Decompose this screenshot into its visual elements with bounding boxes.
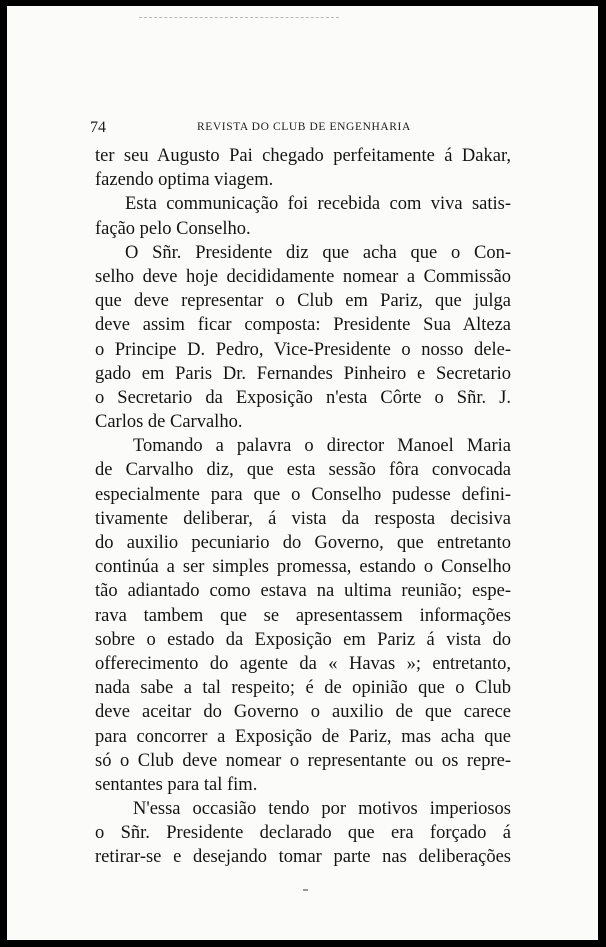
text-line: rava tambem que se apresentassem informações (95, 605, 511, 626)
page-header (7, 119, 598, 139)
text-line: o Sñr. Presidente declarado que era forçado á (95, 823, 511, 844)
text-line: tivamente deliberar, á vista da resposta decisiva (95, 508, 511, 529)
text-line: só o Club deve nomear o representante ou os repre- (95, 750, 511, 771)
text-line: nada sabe a tal respeito; é de opinião que o Club (95, 678, 511, 699)
page-number: 74 (90, 119, 106, 136)
text-line: continúa a ser simples promessa, estando o Conselho (95, 557, 511, 578)
text-line: para concorrer a Exposição de Pariz, mas acha que (95, 726, 511, 747)
text-line: o Secretario da Exposição n'esta Côrte o Sñr. J. (95, 387, 511, 408)
text-line: offerecimento do agente da « Havas »; entretanto, (95, 653, 511, 674)
text-line: Esta communicação foi recebida com viva satis- (125, 194, 511, 215)
scan-artifact (303, 889, 308, 891)
text-line: O Sñr. Presidente diz que acha que o Con- (125, 242, 511, 263)
text-line: especialmente para que o Conselho pudesse defini- (95, 484, 511, 505)
text-line: fação pelo Conselho. (95, 218, 251, 239)
text-line: tão adiantado como estava na ultima reunião; espe- (95, 581, 511, 602)
text-line: de Carvalho diz, que esta sessão fôra convocada (95, 460, 511, 481)
text-line: deve aceitar do Governo o auxilio de que carece (95, 702, 511, 723)
text-line: o Principe D. Pedro, Vice-Presidente o nosso dele- (95, 339, 511, 360)
text-line: Tomando a palavra o director Manoel Maria (133, 436, 511, 457)
text-line: que deve representar o Club em Pariz, que julga (95, 291, 511, 312)
document-page (7, 6, 598, 940)
running-title: REVISTA DO CLUB DE ENGENHARIA (197, 121, 411, 133)
text-line: do auxilio pecuniario do Governo, que entretanto (95, 533, 511, 553)
text-line: ter seu Augusto Pai chegado perfeitamente á Dakar, (95, 146, 511, 166)
text-line: deve assim ficar composta: Presidente Sua Alteza (95, 315, 511, 336)
scan-artifact (139, 17, 339, 19)
text-line: Carlos de Carvalho. (95, 412, 243, 433)
text-line: fazendo optima viagem. (95, 170, 274, 191)
text-line: retirar-se e desejando tomar parte nas deliberações (95, 847, 511, 868)
text-line: selho deve hoje decididamente nomear a Commissão (95, 266, 511, 287)
text-line: sobre o estado da Exposição em Pariz á vista do (95, 629, 511, 650)
text-line: gado em Paris Dr. Fernandes Pinheiro e Secretario (95, 363, 511, 384)
body-text (95, 144, 511, 870)
text-line: N'essa occasião tendo por motivos imperiosos (133, 799, 511, 820)
text-line: sentantes para tal fim. (95, 774, 258, 795)
